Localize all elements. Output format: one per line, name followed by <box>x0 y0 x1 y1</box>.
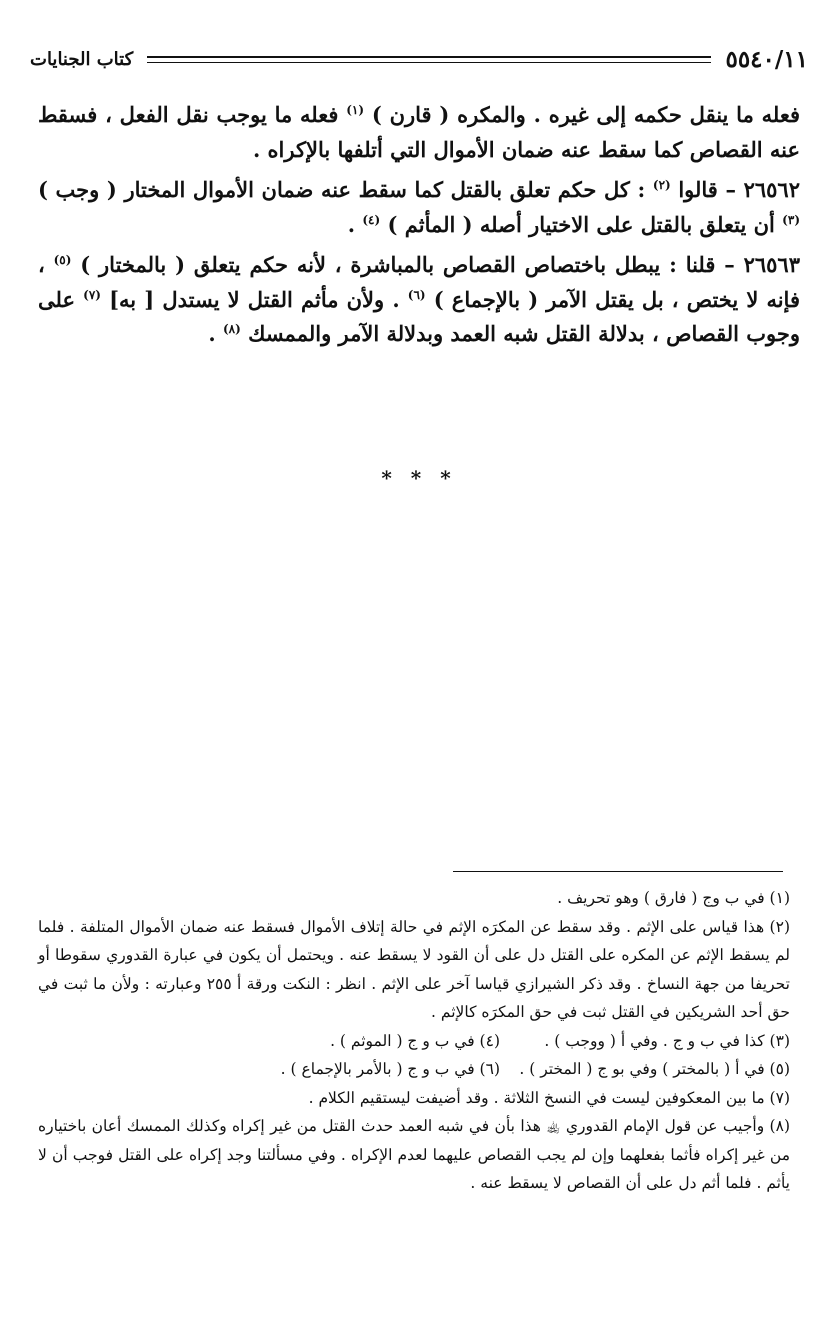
paragraph-text: . <box>208 321 223 346</box>
footnote-5: (٥) في أ ( بالمختر ) وفي بو ج ( المختر ) . <box>519 1060 790 1078</box>
paragraph-text: : كل حكم تعلق بالقتل كما سقط عنه ضمان الأموال المختار ( وجب ) <box>38 177 653 202</box>
main-text <box>38 98 800 358</box>
footnote-ref: (٢) <box>652 178 671 192</box>
footnote-ref: (٥) <box>53 253 72 267</box>
paragraph-text: على وجوب القصاص ، بدلالة القتل شبه العمد وبدلالة الآمر والممسك <box>38 286 800 346</box>
footnote-4: (٤) في ب و ج ( الموثم ) . <box>330 1031 500 1050</box>
footnote-row-5-6 <box>38 1055 790 1084</box>
footnote-6: (٦) في ب و ج ( بالأمر بالإجماع ) . <box>280 1060 500 1078</box>
paragraph-number: ٢٦٥٦٣ <box>743 252 800 277</box>
footnote-ref: (٣) <box>782 212 800 227</box>
footnote-row-3-4 <box>38 1027 790 1056</box>
footnote-7: (٧) ما بين المعكوفين ليست في النسخ الثلاثة . وقد أضيفت ليستقيم الكلام . <box>308 1088 790 1107</box>
footnote-2: (٢) هذا قياس على الإثم . وقد سقط عن المكرَه الإثم في حالة إتلاف الأموال فسقط عنه ضمان الأموال المتلفة . فلما لم يسقط الإثم عن المكره على القتل دل على أن القود لا يسقط عنه . ويحتمل أن يكون في عبارة القدوري سقوطا أو تحريفا من جهة النساخ . وقد ذكر الشيرازي قياسا آخر على الإثم . انظر : النكت ورقة أ ٢٥٥ وعبارته : ولأن ما ثبت في حق أحد الشريكين في القتل ثبت في حق المكرَه كالإثم . <box>38 917 790 1021</box>
footnote-ref: (٧) <box>83 287 101 302</box>
paragraph-number: ٢٦٥٦٢ <box>743 177 800 202</box>
paragraph-text: أن يتعلق بالقتل على الاختيار أصله ( المأثم ) <box>380 211 783 237</box>
page-header <box>30 42 808 76</box>
footnote-rule <box>453 871 783 872</box>
footnote-3: (٣) كذا في ب و ج . وفي أ ( ووجب ) . <box>544 1031 790 1050</box>
footnote-8: (٨) وأجيب عن قول الإمام القدوري ﵀ هذا بأن في شبه العمد حدث القتل من غير إكراه وكذلك الممسك أعان باختياره من غير إكراه فأثما بفعلهما وإن لم يجب القصاص عليهما لعدم الإكراه . وفي مسألتنا وجد إكراه على القتل فوجب أن لا يأثم . فلما أثم دل على أن القصاص لا يسقط عنه . <box>38 1117 790 1192</box>
paragraph-text: – قالوا <box>670 177 744 202</box>
paragraph-text: فعله ما ينقل حكمه إلى غيره . والمكره ( قارن ) <box>364 102 800 127</box>
book-title: كتاب الجنايات <box>30 48 134 70</box>
paragraph-text: . ولأن مأثم القتل لا يستدل [ به] <box>100 286 408 312</box>
paragraph-text: فعله ما يوجب نقل الفعل ، فسقط عنه القصاص كما سقط عنه ضمان الأموال التي أتلفها بالإكراه . <box>38 102 800 162</box>
footnote-ref: (٤) <box>362 212 381 227</box>
footnotes <box>38 884 790 1198</box>
paragraph-1 <box>38 98 800 167</box>
page-number: ٥٥٤٠/١١ <box>725 45 808 73</box>
header-rule <box>147 56 711 63</box>
paragraph-26562 <box>38 173 800 242</box>
section-separator: * * * <box>381 466 457 490</box>
paragraph-text: – قلنا : يبطل باختصاص القصاص بالمباشرة ، لأنه حكم يتعلق ( بالمختار ) <box>71 252 744 277</box>
paragraph-text: . <box>347 211 363 237</box>
footnote-ref: (٦) <box>407 287 426 302</box>
paragraph-text: ، فإنه لا يختص ، بل يقتل الآمر ( بالإجماع ) <box>38 252 800 312</box>
footnote-1: (١) في ب وج ( فارق ) وهو تحريف . <box>557 889 790 907</box>
paragraph-26563 <box>38 248 800 352</box>
footnote-ref: (٨) <box>222 322 241 336</box>
footnote-ref: (١) <box>346 103 365 117</box>
